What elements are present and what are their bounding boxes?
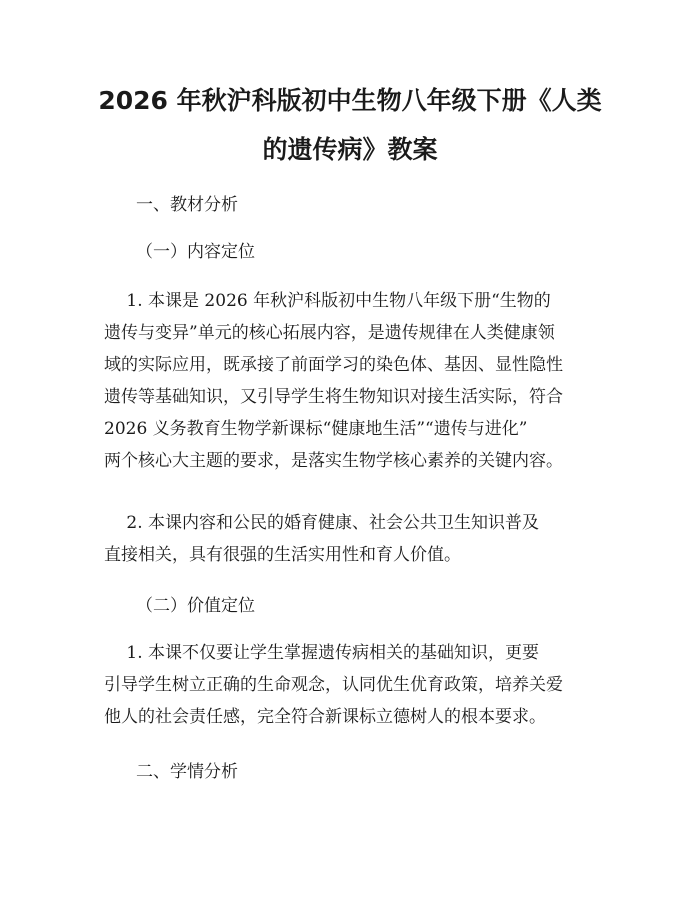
paragraph-line: 直接相关，具有很强的生活实用性和育人价值。 (104, 545, 461, 565)
paragraph-line: 2026 义务教育生物学新课标“健康地生活”“遗传与进化” (104, 419, 528, 439)
paragraph-line: 引导学生树立正确的生命观念，认同优生优育政策，培养关爱 (104, 675, 563, 695)
subsection-heading-content: （一）内容定位 (136, 242, 255, 262)
paragraph-content-1 (104, 285, 604, 477)
section-heading-2: 二、学情分析 (136, 762, 238, 782)
paragraph-content-2 (104, 507, 604, 571)
section-heading-1: 一、教材分析 (136, 195, 238, 215)
paragraph-value-1 (104, 637, 604, 733)
document-title (70, 76, 630, 174)
paragraph-line: 1. 本课是 2026 年秋沪科版初中生物八年级下册“生物的 (104, 291, 551, 311)
subsection-heading-value: （二）价值定位 (136, 596, 255, 616)
title-line-1: 2026 年秋沪科版初中生物八年级下册《人类 (98, 86, 602, 115)
paragraph-line: 遗传等基础知识，又引导学生将生物知识对接生活实际，符合 (104, 387, 563, 407)
title-line-2: 的遗传病》教案 (262, 135, 438, 164)
paragraph-line: 遗传与变异”单元的核心拓展内容，是遗传规律在人类健康领 (104, 323, 555, 343)
paragraph-line: 1. 本课不仅要让学生掌握遗传病相关的基础知识，更要 (104, 643, 540, 663)
paragraph-line: 2. 本课内容和公民的婚育健康、社会公共卫生知识普及 (104, 513, 540, 533)
paragraph-line: 他人的社会责任感，完全符合新课标立德树人的根本要求。 (104, 707, 546, 727)
paragraph-line: 域的实际应用，既承接了前面学习的染色体、基因、显性隐性 (104, 355, 563, 375)
paragraph-line: 两个核心大主题的要求，是落实生物学核心素养的关键内容。 (104, 451, 563, 471)
